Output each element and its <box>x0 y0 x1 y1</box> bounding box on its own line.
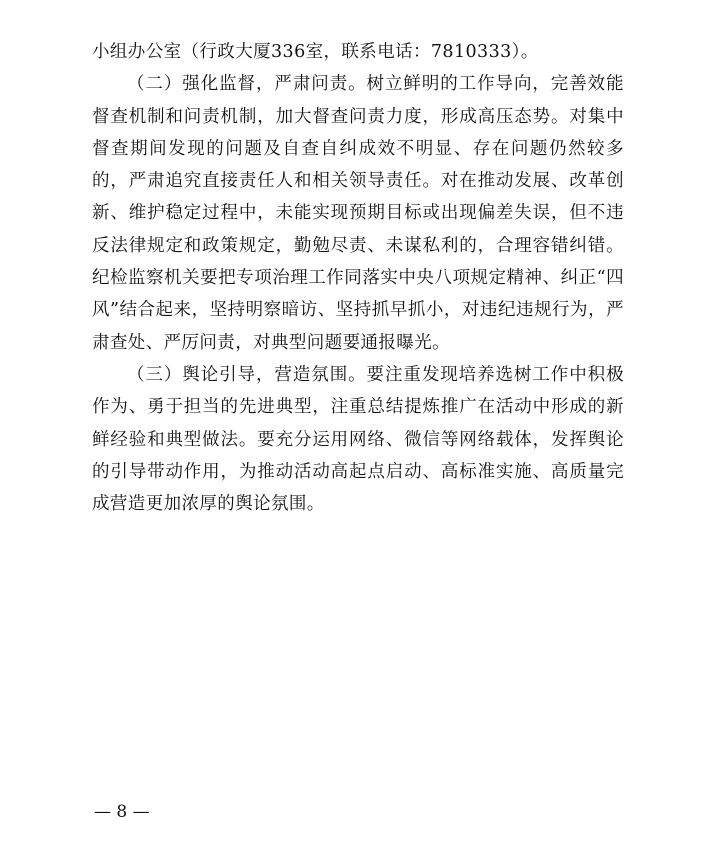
paragraph-text: 树立鲜明的工作导向，完善效能督查机制和问责机制，加大督查问责力度，形成高压态势。对集中督查期间发现的问题及自查自纠成效不明显、存在问题仍然较多的，严肃追究直接责任人和相关领导责任。对在推动发展、改革创新、维护稳定过程中，未能实现预期目标或出现偏差失误，但不违反法律规定和政策规定，勤勉尽责、未谋私利的，合理容错纠错。纪检监察机关要把专项治理工作同落实中央八项规定精神、纠正“四风”结合起来，坚持明察暗访、坚持抓早抓小，对违纪违规行为，严肃查处、严厉问责，对典型问题要通报曝光。 <box>92 74 624 353</box>
paragraph-public-opinion <box>92 359 624 520</box>
paragraph-contact-info <box>92 36 624 68</box>
document-body <box>92 36 624 520</box>
section-heading: （三）舆论引导，营造氛围。 <box>127 364 367 385</box>
paragraph-text: 小组办公室（行政大厦336室，联系电话：7810333）。 <box>92 42 539 62</box>
page-number: — 8 — <box>94 802 150 822</box>
paragraph-strengthen-supervision <box>92 68 624 359</box>
paragraph-text: 要注重发现培养选树工作中积极作为、勇于担当的先进典型，注重总结提炼推广在活动中形成的新鲜经验和典型做法。要充分运用网络、微信等网络载体，发挥舆论的引导带动作用，为推动活动高起点启动、高标准实施、高质量完成营造更加浓厚的舆论氛围。 <box>92 364 624 515</box>
section-heading: （二）强化监督，严肃问责。 <box>127 74 367 95</box>
